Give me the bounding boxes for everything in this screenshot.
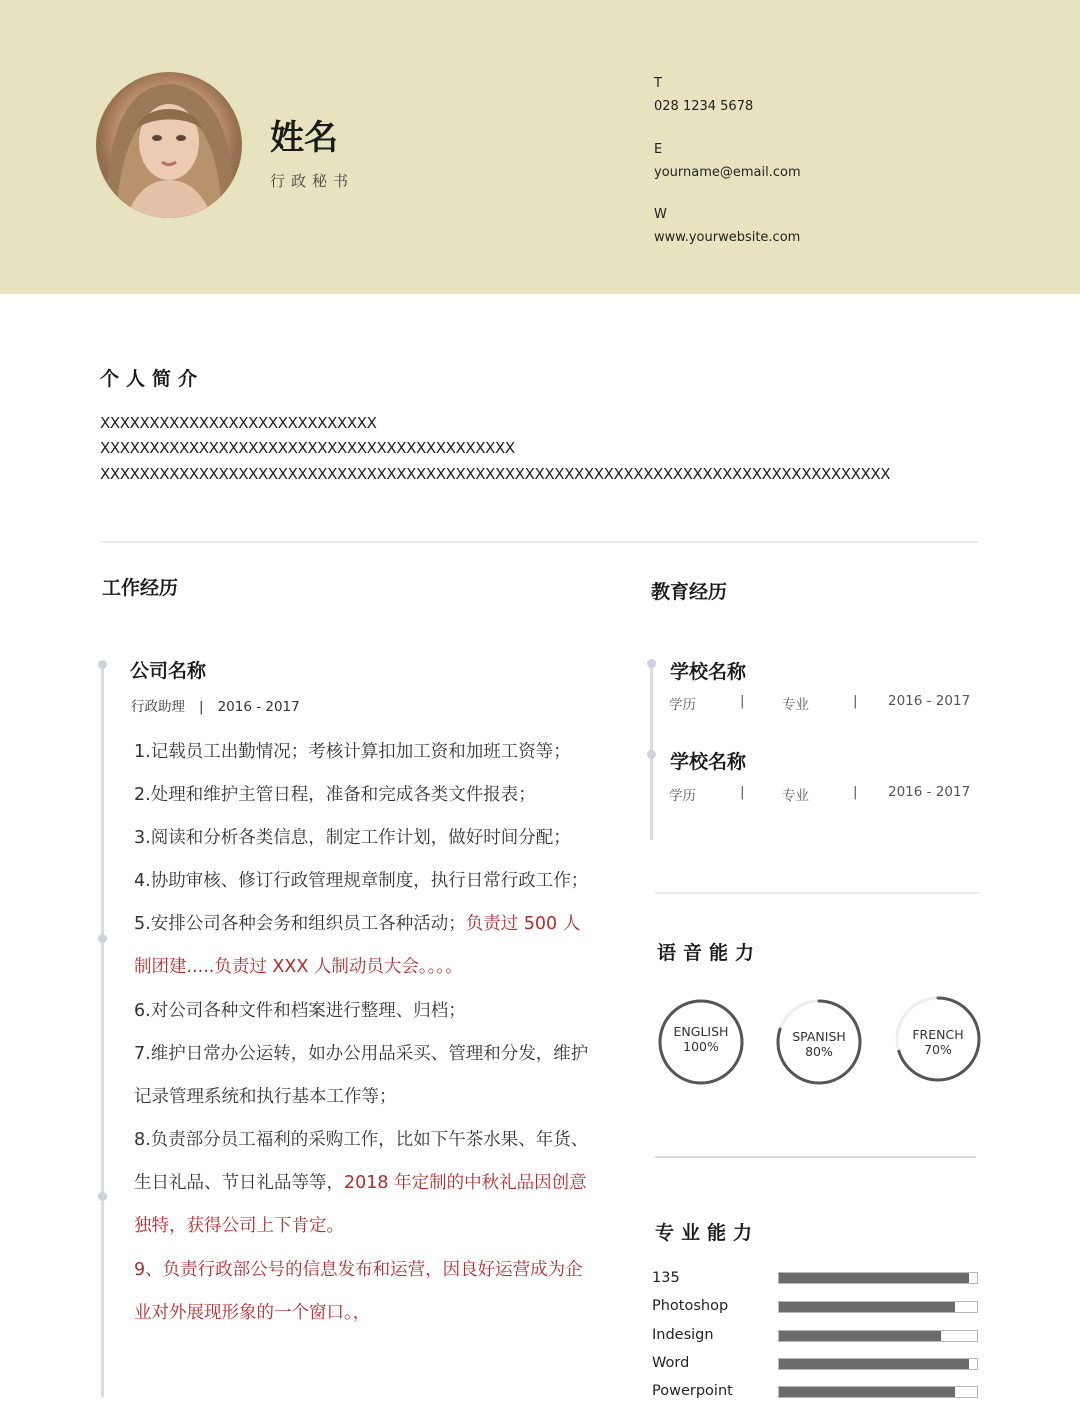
language-name: FRENCH	[912, 1027, 964, 1042]
edu-major: 专业	[782, 697, 809, 713]
language-level: 70%	[924, 1042, 952, 1057]
duty-line: 制团建.....负责过 XXX 人制动员大会。。。。	[134, 957, 463, 977]
skill-name: 135	[652, 1270, 680, 1286]
edu-separator: |	[740, 784, 745, 800]
intro-line: XXXXXXXXXXXXXXXXXXXXXXXXXXXXXXXXXXXXXXXXXX	[100, 439, 515, 457]
duty-line: 5.安排公司各种会务和组织员工各种活动；负责过 500 人	[134, 914, 581, 934]
contact-website-key: W	[654, 207, 667, 222]
contact-phone-key: T	[654, 76, 662, 91]
edu-major: 专业	[782, 788, 809, 804]
contact-website-value: www.yourwebsite.com	[654, 230, 801, 245]
skill-bar-fill	[779, 1273, 969, 1283]
school-name: 学校名称	[670, 751, 747, 773]
duty-line: 生日礼品、节日礼品等等，2018 年定制的中秋礼品因创意	[134, 1173, 587, 1193]
languages-title: 语音能力	[657, 942, 762, 964]
role-title: 行政助理	[131, 699, 185, 715]
section-divider	[100, 541, 978, 543]
contact-phone-value: 028 1234 5678	[654, 99, 754, 114]
timeline-dot	[647, 750, 656, 759]
skill-name: Indesign	[652, 1327, 714, 1343]
duty-line: 8.负责部分员工福利的采购工作，比如下午茶水果、年货、	[134, 1130, 589, 1150]
timeline-dot	[647, 659, 656, 668]
duty-line: 记录管理系统和执行基本工作等；	[134, 1087, 397, 1107]
duty-line: 7.维护日常办公运转，如办公用品采买、管理和分发，维护	[134, 1044, 589, 1064]
edu-degree: 学历	[669, 788, 696, 804]
timeline-dot	[98, 934, 107, 943]
role-period: 2016 - 2017	[217, 699, 300, 715]
section-divider	[655, 892, 980, 894]
duty-line: 2.处理和维护主管日程，准备和完成各类文件报表；	[134, 785, 536, 805]
contact-email-value: yourname@email.com	[654, 165, 801, 180]
language-ring-french	[895, 996, 981, 1082]
duty-line: 独特，获得公司上下肯定。	[134, 1216, 344, 1236]
duty-line: 9、负责行政部公号的信息发布和运营，因良好运营成为企	[134, 1260, 583, 1280]
skills-title: 专业能力	[655, 1222, 760, 1244]
contact-phone	[654, 76, 753, 114]
skill-bar	[778, 1358, 978, 1370]
timeline-dot	[98, 1192, 107, 1201]
education-title: 教育经历	[651, 581, 728, 603]
edu-separator: |	[853, 784, 858, 800]
duty-line: 1.记载员工出勤情况；考核计算扣加工资和加班工资等；	[134, 742, 571, 762]
skill-bar-fill	[779, 1359, 969, 1369]
edu-period: 2016 - 2017	[888, 784, 971, 800]
language-name: SPANISH	[792, 1029, 846, 1044]
language-level: 80%	[805, 1044, 833, 1059]
language-ring-spanish	[776, 999, 862, 1085]
language-ring-english	[658, 999, 744, 1085]
header-banner	[0, 0, 1080, 294]
skill-bar-fill	[779, 1331, 941, 1341]
intro-title: 个人简介	[100, 368, 205, 390]
edu-degree: 学历	[669, 697, 696, 713]
duty-line: 6.对公司各种文件和档案进行整理、归档；	[134, 1001, 466, 1021]
skill-name: Powerpoint	[652, 1383, 733, 1399]
skill-bar	[778, 1272, 978, 1284]
intro-line: XXXXXXXXXXXXXXXXXXXXXXXXXXXX	[100, 414, 377, 432]
role-separator: |	[199, 699, 204, 715]
skill-bar	[778, 1386, 978, 1398]
school-name: 学校名称	[670, 661, 747, 683]
skill-name: Word	[652, 1355, 690, 1371]
contact-website	[654, 207, 800, 245]
edu-period: 2016 - 2017	[888, 693, 971, 709]
work-timeline	[101, 665, 104, 1397]
duty-line: 3.阅读和分析各类信息，制定工作计划，做好时间分配；	[134, 828, 571, 848]
timeline-dot	[98, 660, 107, 669]
edu-separator: |	[853, 693, 858, 709]
skill-bar	[778, 1330, 978, 1342]
skill-bar	[778, 1301, 978, 1313]
duty-line: 4.协助审核、修订行政管理规章制度，执行日常行政工作；	[134, 871, 589, 891]
language-name: ENGLISH	[673, 1024, 729, 1039]
skill-bar-fill	[779, 1302, 955, 1312]
language-level: 100%	[683, 1039, 719, 1054]
skill-bar-fill	[779, 1387, 955, 1397]
work-title: 工作经历	[102, 577, 179, 599]
job-title: 行政秘书	[270, 172, 355, 190]
intro-line: XXXXXXXXXXXXXXXXXXXXXXXXXXXXXXXXXXXXXXXXXXXXXXXXXXXXXXXXXXXXXXXXXXXXXXXXXXXXXXXX	[100, 465, 891, 483]
profile-photo	[96, 72, 242, 218]
person-name: 姓名	[270, 118, 338, 158]
portrait-image	[96, 72, 242, 218]
role-line	[131, 695, 300, 715]
duty-line: 业对外展现形象的一个窗口。，	[134, 1303, 371, 1323]
skill-name: Photoshop	[652, 1298, 729, 1314]
contact-email	[654, 142, 801, 180]
section-divider	[655, 1156, 976, 1158]
company-name: 公司名称	[130, 660, 207, 682]
edu-separator: |	[740, 693, 745, 709]
contact-email-key: E	[654, 142, 663, 157]
